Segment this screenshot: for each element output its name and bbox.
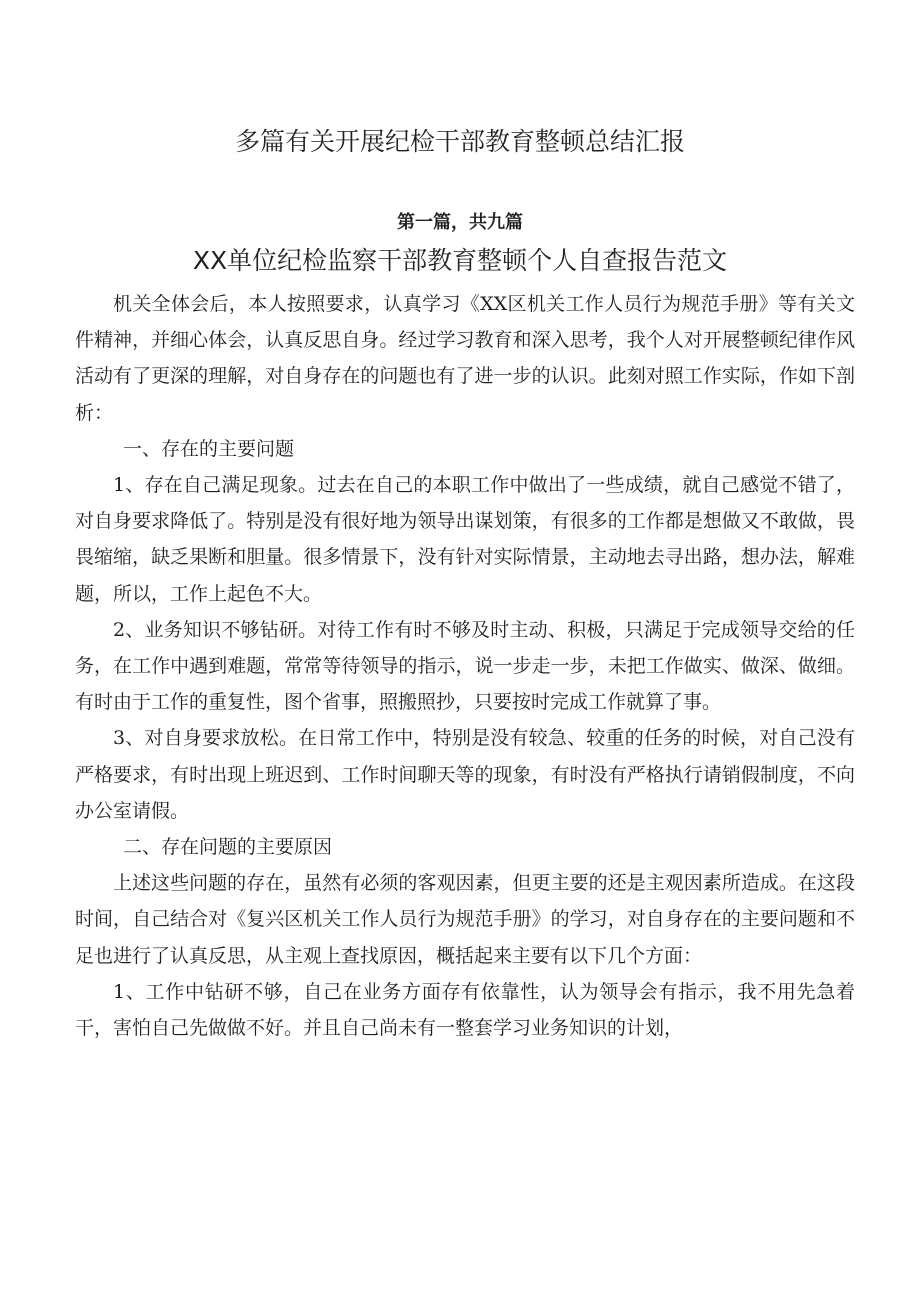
part-label: 第一篇，共九篇 xyxy=(397,212,523,233)
paragraph-cause-1: 1、工作中钻研不够，自己在业务方面存有依靠性，认为领导会有指示，我不用先急着干，害怕自己先做做不好。并且自己尚未有一整套学习业务知识的计划， xyxy=(75,980,855,1040)
paragraph-problem-2: 2、业务知识不够钻研。对待工作有时不够及时主动、积极，只满足于完成领导交给的任务，在工作中遇到难题，常常等待领导的指示，说一步走一步，未把工作做实、做深、做细。有时由于工作的重复性，图个省事，照搬照抄，只要按时完成工作就算了事。 xyxy=(75,618,855,714)
document-body xyxy=(75,286,855,1046)
document-main-title: 多篇有关开展纪检干部教育整顿总结汇报 xyxy=(234,127,685,156)
paragraph-causes-intro: 上述这些问题的存在，虽然有必须的客观因素，但更主要的还是主观因素所造成。在这段时间，自己结合对《复兴区机关工作人员行为规范手册》的学习，对自身存在的主要问题和不足也进行了认真反思，从主观上查找原因，概括起来主要有以下几个方面： xyxy=(75,872,855,967)
section-heading-main-causes: 二、存在问题的主要原因 xyxy=(123,836,333,859)
article-title: XX单位纪检监察干部教育整顿个人自查报告范文 xyxy=(192,246,728,275)
paragraph-problem-3: 3、对自身要求放松。在日常工作中，特别是没有较急、较重的任务的时候，对自己没有严格要求，有时出现上班迟到、工作时间聊天等的现象，有时没有严格执行请销假制度，不向办公室请假。 xyxy=(75,727,855,822)
section-heading-main-problems: 一、存在的主要问题 xyxy=(123,437,295,460)
paragraph-problem-1: 1、存在自己满足现象。过去在自己的本职工作中做出了一些成绩，就自己感觉不错了，对自身要求降低了。特别是没有很好地为领导出谋划策，有很多的工作都是想做又不敢做，畏畏缩缩，缺乏果断和胆量。很多情景下，没有针对实际情景，主动地去寻出路，想办法，解难题，所以，工作上起色不大。 xyxy=(75,474,855,605)
paragraph-intro: 机关全体会后，本人按照要求，认真学习《XX区机关工作人员行为规范手册》等有关文件精神，并细心体会，认真反思自身。经过学习教育和深入思考，我个人对开展整顿纪律作风活动有了更深的理解，对自身存在的问题也有了进一步的认识。此刻对照工作实际，作如下剖析： xyxy=(75,293,855,424)
